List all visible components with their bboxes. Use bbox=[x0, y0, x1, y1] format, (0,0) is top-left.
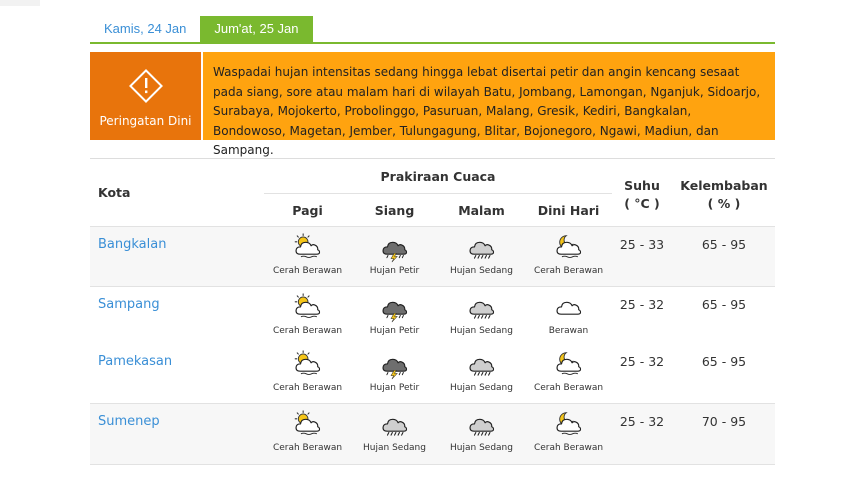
header-kota: Kota bbox=[98, 185, 131, 200]
header-suhu bbox=[612, 177, 672, 213]
temperature-value: 25 - 32 bbox=[619, 414, 665, 429]
forecast-cell bbox=[525, 410, 612, 453]
table-row bbox=[90, 287, 775, 344]
sun-cloud-icon bbox=[293, 410, 323, 440]
forecast-cell bbox=[351, 293, 438, 336]
humidity-value: 65 - 95 bbox=[701, 297, 747, 312]
header-kelembaban-unit: ( % ) bbox=[707, 196, 741, 211]
humidity-value: 70 - 95 bbox=[701, 414, 747, 429]
temperature-value: 25 - 32 bbox=[619, 297, 665, 312]
humidity-value: 65 - 95 bbox=[701, 354, 747, 369]
header-kelembaban-label: Kelembaban bbox=[680, 178, 768, 193]
header-pagi: Pagi bbox=[292, 203, 323, 218]
thunderstorm-icon bbox=[380, 350, 410, 380]
forecast-cell bbox=[351, 350, 438, 393]
header-prakiraan: Prakiraan Cuaca bbox=[380, 169, 496, 184]
forecast-cell bbox=[264, 293, 351, 336]
header-dini-hari: Dini Hari bbox=[537, 203, 600, 218]
city-link[interactable]: Sumenep bbox=[98, 414, 160, 429]
tab-kamis[interactable]: Kamis, 24 Jan bbox=[90, 16, 200, 42]
temperature-value: 25 - 32 bbox=[619, 354, 665, 369]
forecast-cell bbox=[525, 350, 612, 393]
tab-jumat[interactable]: Jum'at, 25 Jan bbox=[200, 16, 312, 42]
forecast-cell bbox=[525, 233, 612, 276]
table-row bbox=[90, 344, 775, 404]
humidity-value: 65 - 95 bbox=[701, 237, 747, 252]
forecast-cell bbox=[438, 233, 525, 276]
header-suhu-unit: ( °C ) bbox=[624, 196, 660, 211]
header-malam: Malam bbox=[458, 203, 505, 218]
rain-icon bbox=[380, 410, 410, 440]
forecast-cell bbox=[264, 233, 351, 276]
rain-icon bbox=[467, 350, 497, 380]
forecast-label: Cerah Berawan bbox=[533, 443, 604, 453]
city-link[interactable]: Pamekasan bbox=[98, 354, 173, 369]
rain-icon bbox=[467, 233, 497, 263]
moon-cloud-icon bbox=[554, 233, 584, 263]
forecast-cell bbox=[264, 350, 351, 393]
forecast-label: Hujan Petir bbox=[369, 383, 420, 393]
top-left-corner-decoration bbox=[0, 0, 40, 6]
forecast-label: Cerah Berawan bbox=[272, 326, 343, 336]
moon-cloud-icon bbox=[554, 350, 584, 380]
forecast-table bbox=[90, 158, 775, 465]
forecast-cell bbox=[438, 350, 525, 393]
forecast-label: Hujan Petir bbox=[369, 326, 420, 336]
forecast-cell bbox=[438, 293, 525, 336]
forecast-label: Cerah Berawan bbox=[533, 383, 604, 393]
forecast-label: Hujan Petir bbox=[369, 266, 420, 276]
warning-label-panel bbox=[90, 52, 203, 140]
thunderstorm-icon bbox=[380, 233, 410, 263]
table-row bbox=[90, 404, 775, 465]
forecast-cell bbox=[438, 410, 525, 453]
warning-diamond-icon bbox=[128, 68, 164, 104]
forecast-label: Berawan bbox=[548, 326, 589, 336]
forecast-cell bbox=[351, 410, 438, 453]
thunderstorm-icon bbox=[380, 293, 410, 323]
sun-cloud-icon bbox=[293, 293, 323, 323]
forecast-label: Cerah Berawan bbox=[272, 266, 343, 276]
forecast-label: Hujan Sedang bbox=[450, 326, 513, 336]
forecast-cell bbox=[264, 410, 351, 453]
forecast-label: Hujan Sedang bbox=[450, 443, 513, 453]
warning-text: Waspadai hujan intensitas sedang hingga lebat disertai petir dan angin kencang sesaat pada siang, sore atau malam hari di wilayah Batu, Jombang, Lamongan, Nganjuk, Sidoarjo, Surabaya, Mojokerto, Probolinggo, Pasuruan, Malang, Gresik, Kediri, Bangkalan, Bondowoso, Magetan, Jember, Tulungagung, Blitar, Bojonegoro, Ngawi, Madiun, dan Sampang. bbox=[213, 65, 761, 157]
early-warning-banner bbox=[90, 52, 775, 157]
city-link[interactable]: Sampang bbox=[98, 297, 160, 312]
forecast-label: Hujan Sedang bbox=[450, 383, 513, 393]
table-header bbox=[90, 159, 775, 227]
header-suhu-label: Suhu bbox=[624, 178, 660, 193]
forecast-cell bbox=[351, 233, 438, 276]
date-tabs bbox=[90, 16, 775, 44]
header-siang: Siang bbox=[374, 203, 415, 218]
warning-title: Peringatan Dini bbox=[99, 114, 192, 128]
sun-cloud-icon bbox=[293, 350, 323, 380]
city-link[interactable]: Bangkalan bbox=[98, 237, 167, 252]
temperature-value: 25 - 33 bbox=[619, 237, 665, 252]
forecast-label: Cerah Berawan bbox=[272, 383, 343, 393]
header-divider bbox=[264, 193, 612, 194]
rain-icon bbox=[467, 410, 497, 440]
cloud-icon bbox=[554, 293, 584, 323]
header-kelembaban bbox=[676, 177, 772, 213]
forecast-label: Hujan Sedang bbox=[363, 443, 426, 453]
forecast-label: Hujan Sedang bbox=[450, 266, 513, 276]
forecast-label: Cerah Berawan bbox=[272, 443, 343, 453]
forecast-cell bbox=[525, 293, 612, 336]
moon-cloud-icon bbox=[554, 410, 584, 440]
rain-icon bbox=[467, 293, 497, 323]
table-row bbox=[90, 227, 775, 287]
sun-cloud-icon bbox=[293, 233, 323, 263]
forecast-label: Cerah Berawan bbox=[533, 266, 604, 276]
